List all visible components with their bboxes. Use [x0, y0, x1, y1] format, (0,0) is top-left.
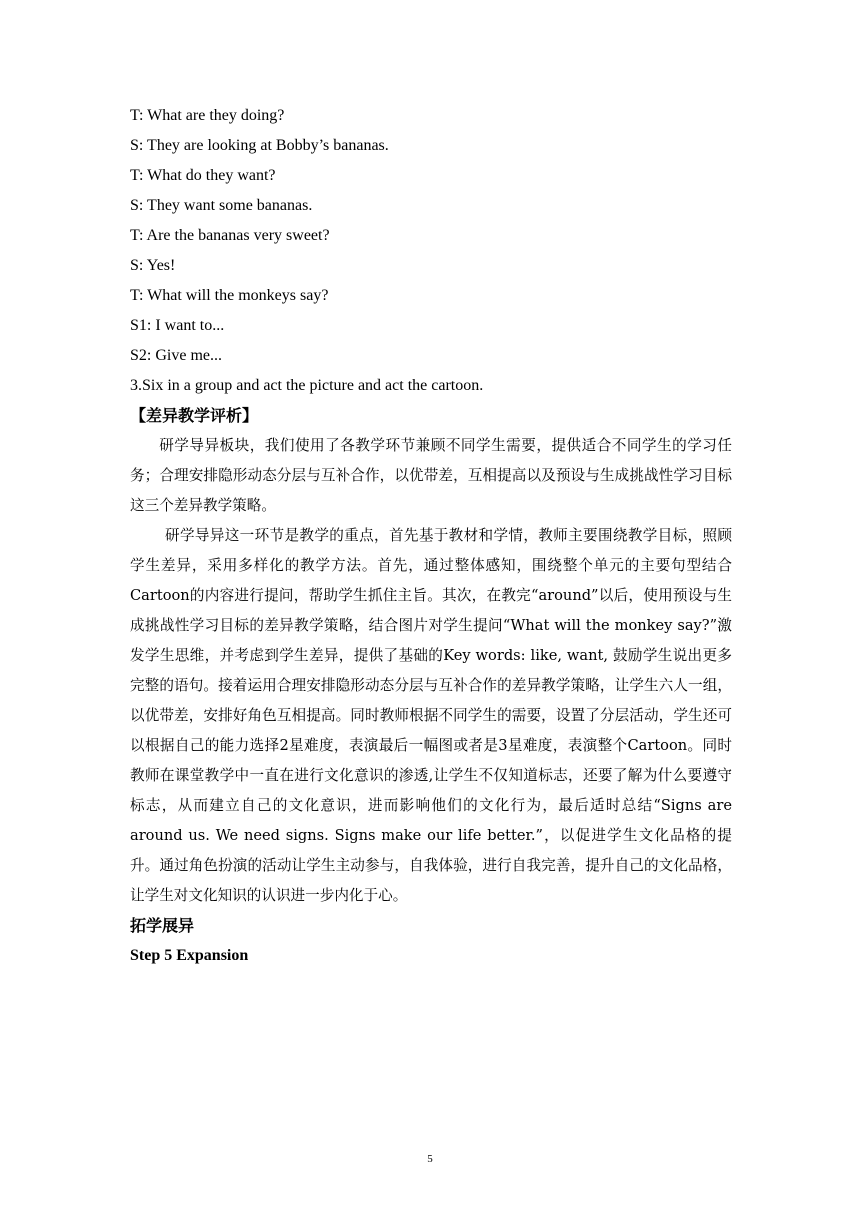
section-heading: 【差异教学评析】	[130, 406, 259, 425]
dialogue-line: S: They are looking at Bobby’s bananas.	[130, 137, 389, 154]
dialogue-line: T: What are they doing?	[130, 107, 285, 124]
dialogue-line: T: What will the monkeys say?	[130, 287, 329, 304]
page-number: 5	[427, 1153, 433, 1165]
analysis-paragraph-2: 研学导异这一环节是教学的重点，首先基于教材和学情，教师主要围绕教学目标，照顾学生差异，采用多样化的教学方法。首先，通过整体感知，围绕整个单元的主要句型结合Cartoon的内容进行提问，帮助学生抓住主旨。其次，在教完“around”以后，使用预设与生成挑战性学习目标的差异教学策略，结合图片对学生提问“What will the monkey say?”激发学生思维，并考虑到学生差异，提供了基础的Key words: like, want, 鼓励学生说出更多完整的语句。接着运用合理安排隐形动态分层与互补合作的差异教学策略，让学生六人一组，以优带差，安排好角色互相提高。同时教师根据不同学生的需要，设置了分层活动，学生还可以根据自己的能力选择2星难度，表演最后一幅图或者是3星难度，表演整个Cartoon。同时教师在课堂教学中一直在进行文化意识的渗透,让学生不仅知道标志，还要了解为什么要遵守标志，从而建立自己的文化意识，进而影响他们的文化行为，最后适时总结“Signs are around us. We need signs. Signs make our life better.”，以促进学生文化品格的提升。通过角色扮演的活动让学生主动参与，自我体验，进行自我完善，提升自己的文化品格，让学生对文化知识的认识进一步内化于心。	[130, 527, 732, 904]
analysis-paragraph-1: 研学导异板块，我们使用了各教学环节兼顾不同学生需要，提供适合不同学生的学习任务；合理安排隐形动态分层与互补合作，以优带差，互相提高以及预设与生成挑战性学习目标这三个差异教学策略。	[130, 437, 732, 514]
dialogue-line: T: Are the bananas very sweet?	[130, 227, 330, 244]
dialogue-line: S1: I want to...	[130, 317, 225, 334]
dialogue-line: T: What do they want?	[130, 167, 276, 184]
dialogue-line: S2: Give me...	[130, 347, 222, 364]
dialogue-line: S: Yes!	[130, 257, 176, 274]
sub-heading: 拓学展异	[130, 916, 195, 935]
activity-instruction: 3.Six in a group and act the picture and act the cartoon.	[130, 377, 484, 394]
step-heading: Step 5 Expansion	[130, 947, 249, 964]
dialogue-line: S: They want some bananas.	[130, 197, 313, 214]
page-content	[130, 101, 732, 971]
